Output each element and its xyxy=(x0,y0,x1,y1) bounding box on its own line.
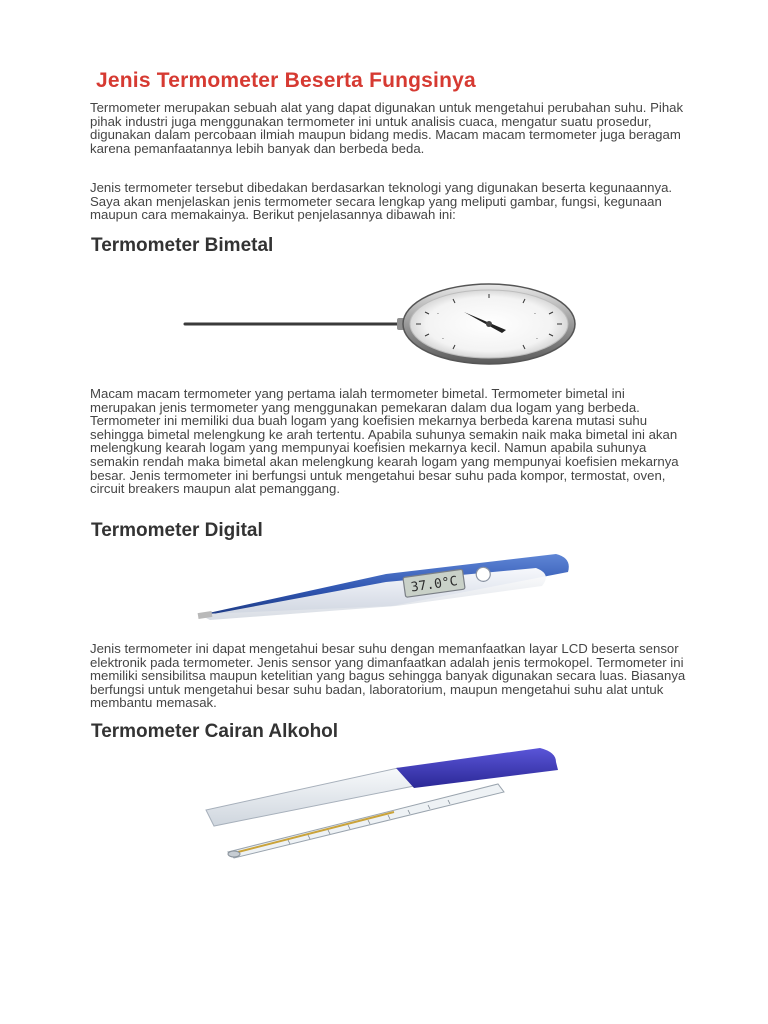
alcohol-case-cap xyxy=(396,748,558,788)
heading-bimetal: Termometer Bimetal xyxy=(91,235,274,256)
intro-paragraph-2: Jenis termometer tersebut dibedakan berdasarkan teknologi yang digunakan beserta kegunaannya. Saya akan menjelaskan jenis termometer secara lengkap yang meliputi gambar, fungsi, kegunaan maupun cara memakainya. Berikut penjelasannya dibawah ini: xyxy=(90,180,673,223)
svg-text:·: · xyxy=(533,310,537,318)
svg-text:·: · xyxy=(535,335,539,343)
heading-digital: Termometer Digital xyxy=(91,520,263,541)
digital-thermometer-image xyxy=(196,548,576,626)
bimetal-thermometer-image xyxy=(175,268,595,380)
heading-alcohol: Termometer Cairan Alkohol xyxy=(91,721,339,742)
digital-lcd-readout: 37.0°C xyxy=(409,574,459,596)
intro-paragraph-1: Termometer merupakan sebuah alat yang dapat digunakan untuk mengetahui perubahan suhu. Pihak pihak industri juga menggunakan termometer ini untuk analisis cuaca, mengatur suatu prosedur, digunakan dalam percobaan ilmiah maupun bidang medis. Macam macam termometer juga beragam karena pemanfaatannya lebih banyak dan berbeda beda. xyxy=(90,100,684,156)
svg-text:·: · xyxy=(441,335,445,343)
alcohol-column xyxy=(238,812,394,852)
svg-text:·: · xyxy=(436,310,440,318)
digital-paragraph: Jenis termometer ini dapat mengetahui besar suhu dengan memanfaatkan layar LCD beserta sensor elektronik pada termometer. Jenis sensor yang dimanfaatkan adalah jenis termokopel. Termometer ini memiliki sensibilitsa maupun ketelitian yang bagus sehingga banyak digunakan secara luas. Biasanya berfungsi untuk mengetahui besar suhu badan, laboratorium, maupun mengetahui suhu alat untuk membantu memasak. xyxy=(90,641,686,711)
bimetal-paragraph: Macam macam termometer yang pertama ialah termometer bimetal. Termometer bimetal ini merupakan jenis termometer yang menggunakan pemekaran dalam dua logam yang berbeda. Termometer ini memiliki dua buah logam yang koefisien mekarnya berbeda karena mutasi suhu sehingga bimetal melengkung ke arah tertentu. Apabila suhunya semakin naik maka bimetal ini akan melengkung kearah logam yang mempunyai koefisien mekarnya kecil. Namun apabila suhunya semakin rendah maka bimetal akan melengkung kearah logam yang mempunyai koefisien mekarnya besar. Jenis termometer ini berfungsi untuk mengetahui besar suhu pada kompor, termostat, oven, circuit breakers maupun alat pemanggang. xyxy=(90,386,679,497)
article-title: Jenis Termometer Beserta Fungsinya xyxy=(96,69,476,92)
alcohol-thermometer-image xyxy=(198,748,578,860)
